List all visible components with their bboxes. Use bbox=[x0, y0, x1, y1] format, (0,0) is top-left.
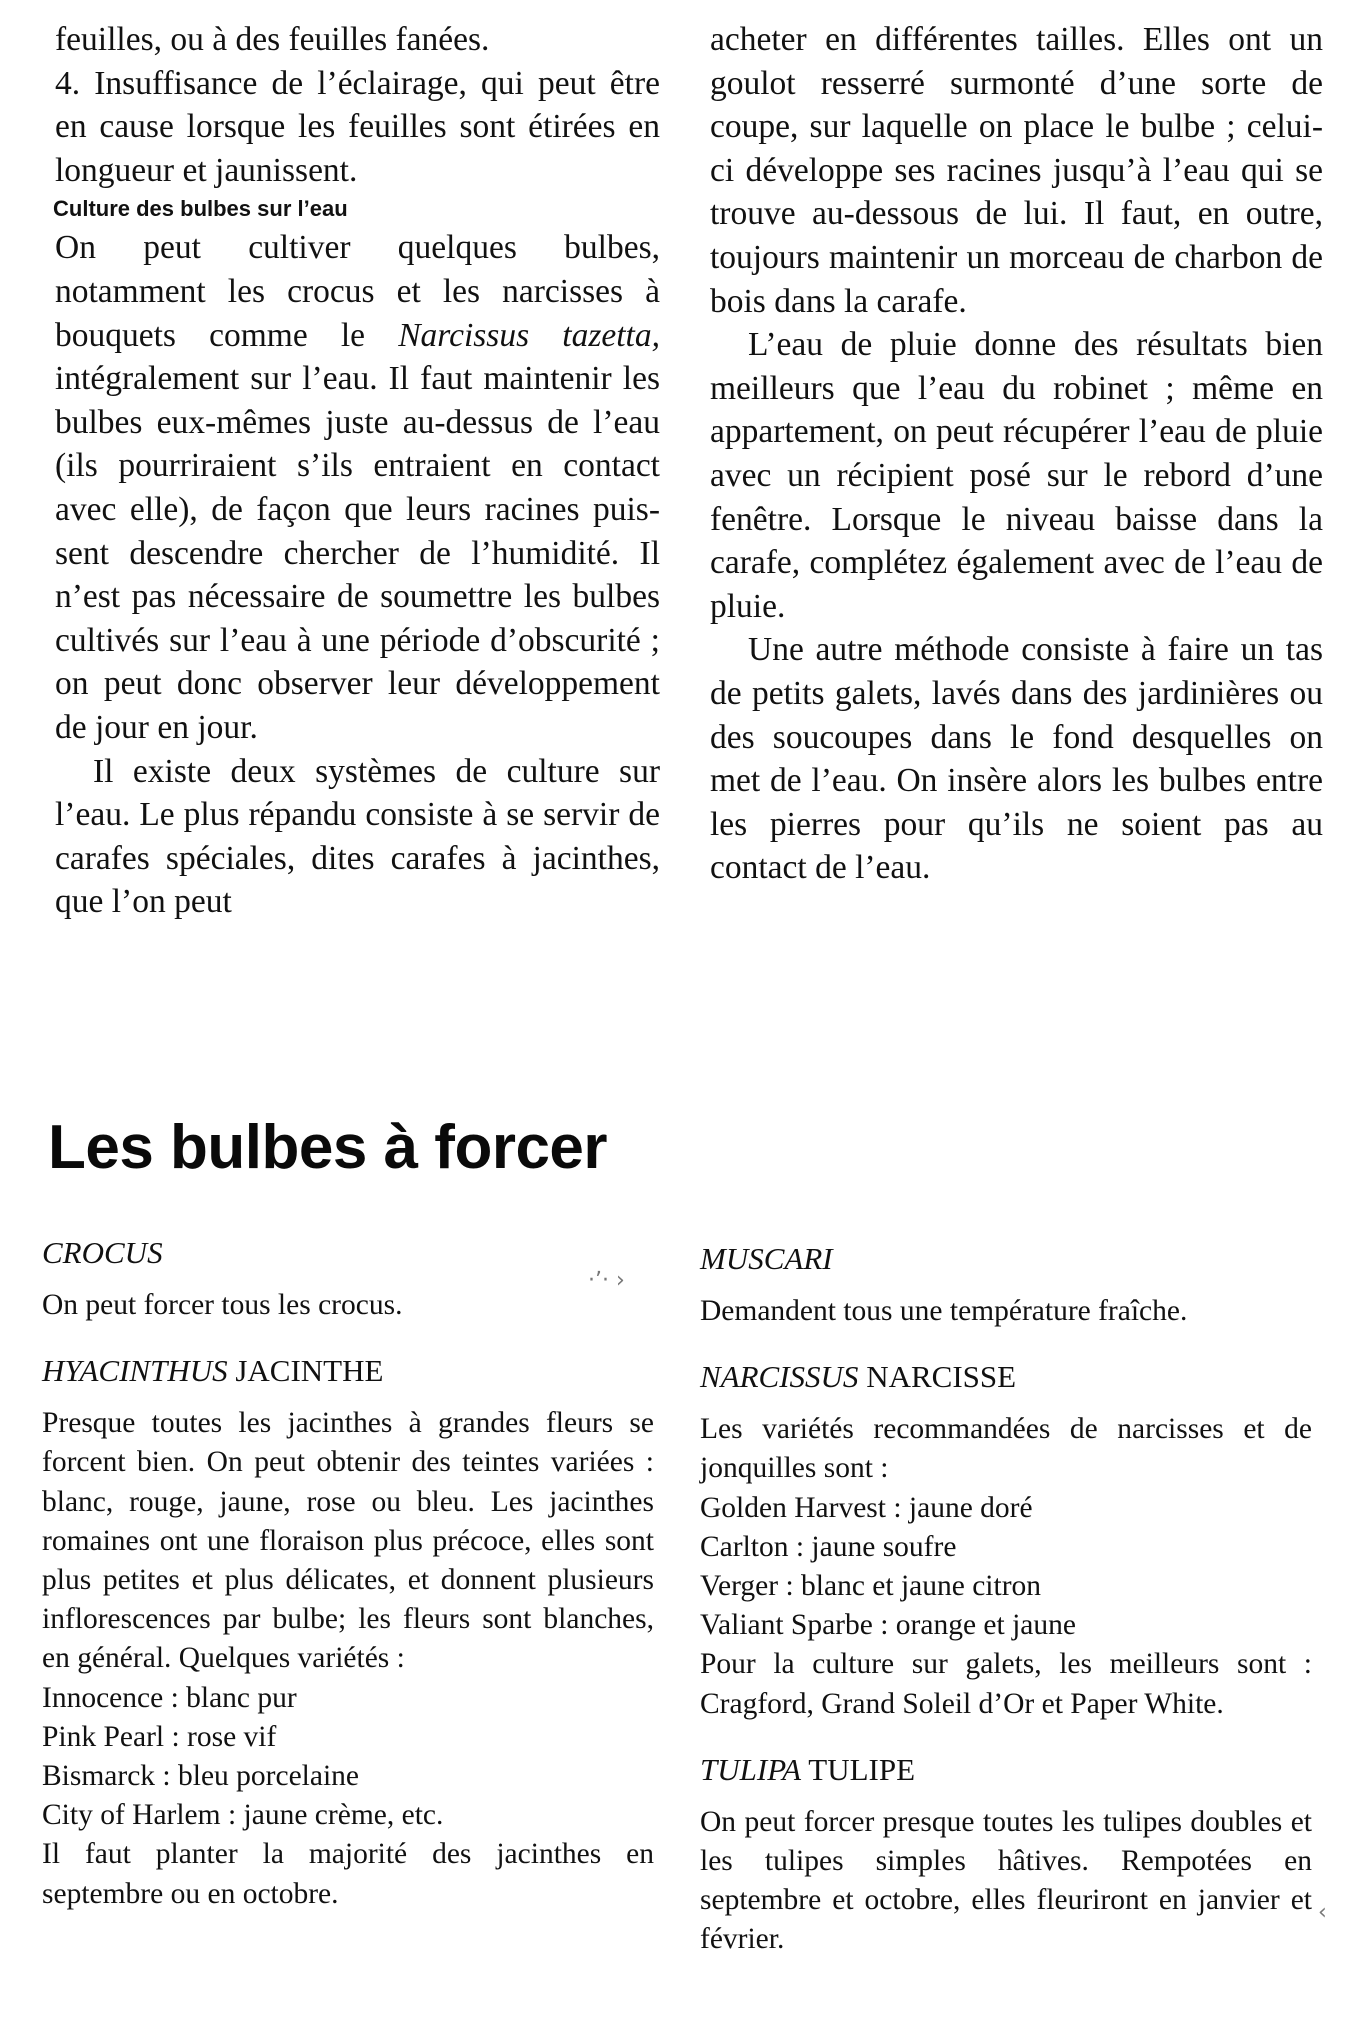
top-left-column bbox=[55, 18, 660, 924]
text-run: intégralement sur l’eau. Il faut maintenir les bulbes eux-mêmes juste au-dessus de l’eau (ils pourriraient s’ils entraient en contact avec elle), de façon que leurs racines puissent descendre chercher de l’humidité. Il n’est pas nécessaire de soumettre les bulbes cultivés sur l’eau à une période d’obscurité ; on peut donc observer leur développement de jour en jour. bbox=[55, 360, 660, 746]
variety-item: Golden Harvest : jaune doré bbox=[700, 1491, 1033, 1524]
variety-item: Verger : blanc et jaune citron bbox=[700, 1570, 1042, 1603]
variety-item: Pink Pearl : rose vif bbox=[42, 1720, 277, 1753]
entry-text: Presque toutes les jacinthes à grandes fleurs se forcent bien. On peut obtenir des teintes variées : blanc, rouge, jaune, rose ou bleu. Les jacinthes romaines ont une floraison plus précoce, elles sont plus petites et plus délicates, et donnent plusieurs inflorescences par bulbe; les fleurs sont blanches, en général. Quelques variétés : bbox=[42, 1407, 654, 1675]
entry-heading bbox=[700, 1356, 1312, 1398]
paragraph-leaves: feuilles, ou à des feuilles fanées. bbox=[55, 21, 490, 58]
scan-speck: ·ʼ· › bbox=[588, 1268, 625, 1293]
paragraph-rain-water: L’eau de pluie donne des résultats bien meilleurs que l’eau du robinet ; même en appartement, on peut récupérer l’eau de pluie avec un récipient posé sur le rebord d’une fenêtre. Lorsque le niveau baisse dans la carafe, complétez également avec de l’eau de pluie. bbox=[710, 326, 1323, 625]
variety-item: Valiant Sparbe : orange et jaune bbox=[700, 1609, 1076, 1642]
entry-text: Demandent tous une température fraîche. bbox=[700, 1295, 1188, 1327]
latin-name: Narcissus tazetta, bbox=[398, 316, 660, 354]
paragraph-pebbles: Une autre méthode consiste à faire un tas de petits galets, lavés dans des jardinières ou des soucoupes dans le fond desquelles on met de l’eau. On insère alors les bulbes entre les pierres pour qu’ils ne soient pas au contact de l’eau. bbox=[710, 631, 1323, 887]
entry-hyacinthus bbox=[42, 1350, 654, 1914]
variety-item: Innocence : blanc pur bbox=[42, 1681, 297, 1714]
latin-name: MUSCARI bbox=[700, 1241, 833, 1276]
common-name: NARCISSE bbox=[866, 1359, 1017, 1395]
entry-text: On peut forcer tous les crocus. bbox=[42, 1289, 403, 1321]
entry-tulipa bbox=[700, 1749, 1312, 1960]
section-title: Les bulbes à forcer bbox=[48, 1113, 608, 1182]
entry-narcissus bbox=[700, 1356, 1312, 1724]
entry-heading bbox=[42, 1350, 654, 1392]
entry-closing: Pour la culture sur galets, les meilleurs sont : Cragford, Grand Soleil d’Or et Paper White. bbox=[700, 1648, 1312, 1720]
entry-heading bbox=[42, 1232, 654, 1274]
bulb-list-right bbox=[700, 1238, 1312, 1985]
variety-item: Bismarck : bleu porcelaine bbox=[42, 1760, 360, 1793]
entry-closing: Il faut planter la majorité des jacinthes en septembre ou en octobre. bbox=[42, 1838, 654, 1910]
latin-name: CROCUS bbox=[42, 1235, 163, 1270]
paragraph-lighting: 4. Insuffisance de l’éclairage, qui peut être en cause lorsque les feuilles sont étirées en longueur et jaunissent. bbox=[55, 64, 660, 189]
entry-heading bbox=[700, 1749, 1312, 1791]
bulb-list-left bbox=[42, 1232, 654, 1939]
variety-item: City of Harlem : jaune crème, etc. bbox=[42, 1799, 444, 1832]
entry-crocus bbox=[42, 1232, 654, 1325]
top-right-column bbox=[710, 18, 1323, 890]
entry-muscari bbox=[700, 1238, 1312, 1331]
latin-name: NARCISSUS bbox=[700, 1359, 859, 1395]
latin-name: TULIPA bbox=[700, 1751, 802, 1787]
paragraph-carafes: acheter en différentes tailles. Elles ont un goulot resserré surmonté d’une sorte de coupe, sur laquelle on place le bulbe ; celui-ci développe ses racines jusqu’à l’eau qui se trouve au-dessous de lui. Il faut, en outre, toujours maintenir un morceau de charbon de bois dans la carafe. bbox=[710, 21, 1323, 320]
entry-heading bbox=[700, 1238, 1312, 1280]
entry-text: On peut forcer presque toutes les tulipes doubles et les tulipes simples hâtives. Rempotées en septembre et octobre, elles fleuriront en janvier et février. bbox=[700, 1805, 1312, 1956]
entry-text: Les variétés recommandées de narcisses et de jonquilles sont : bbox=[700, 1413, 1312, 1485]
variety-item: Carlton : jaune soufre bbox=[700, 1530, 957, 1563]
common-name: JACINTHE bbox=[235, 1353, 384, 1389]
paragraph-water-culture bbox=[55, 226, 660, 749]
scan-speck: ‹ bbox=[1318, 1900, 1327, 1925]
latin-name: HYACINTHUS bbox=[42, 1353, 228, 1389]
subheading-water-culture: Culture des bulbes sur l’eau bbox=[53, 196, 348, 222]
paragraph-two-systems: Il existe deux systèmes de culture sur l’eau. Le plus répandu consiste à se servir de carafes spéciales, dites carafes à jacinthes, que l’on peut bbox=[55, 752, 660, 921]
common-name: TULIPE bbox=[808, 1751, 916, 1787]
text-run: On peut cultiver quelques bulbes, notamment les crocus et les narcisses à bouquets comme le bbox=[55, 229, 660, 354]
